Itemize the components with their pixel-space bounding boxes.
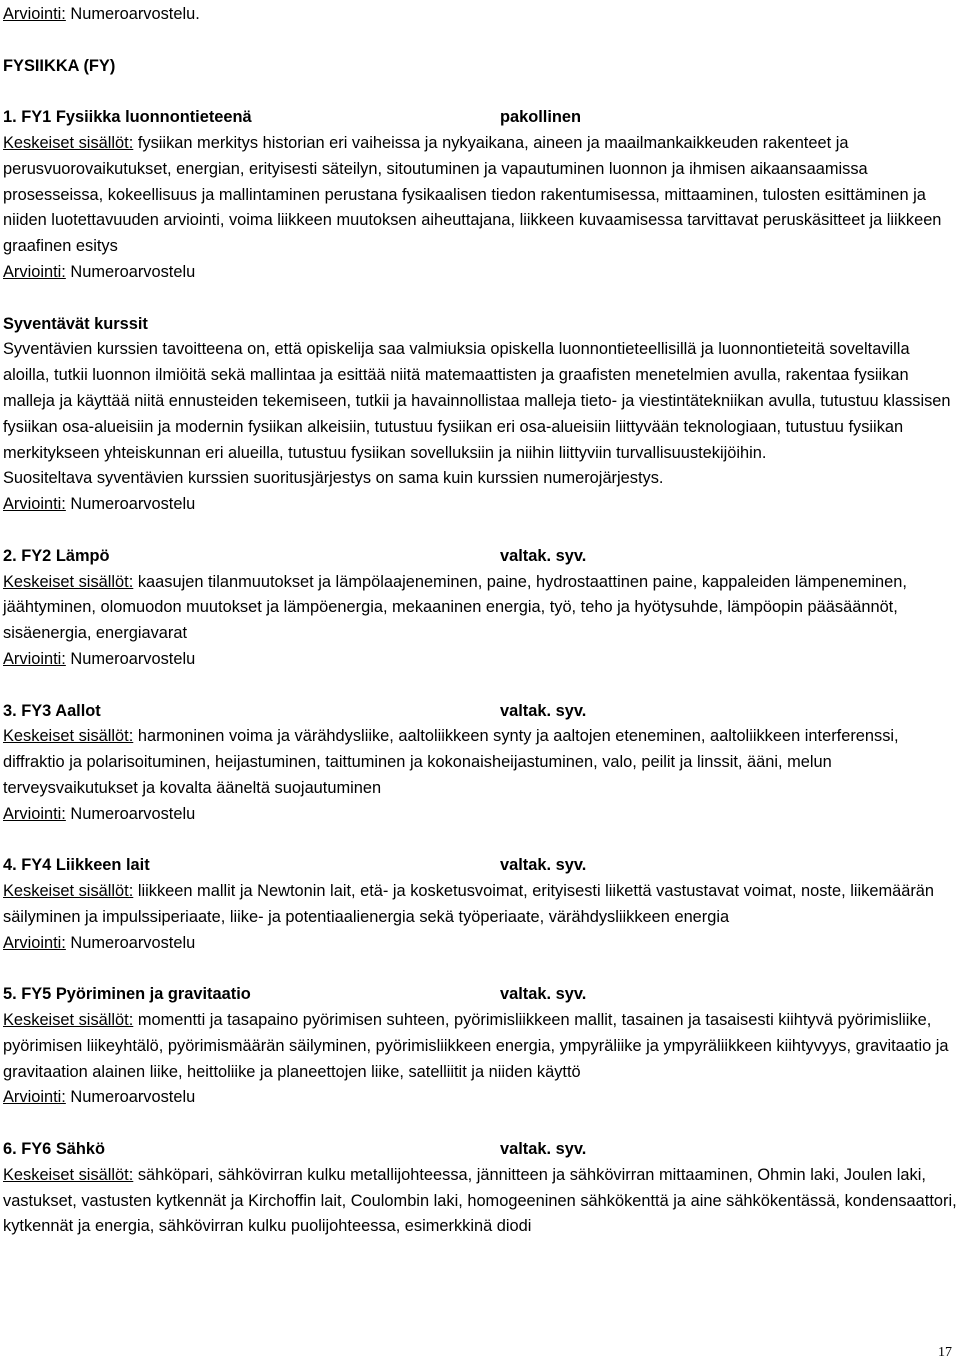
course-fy4: [3, 853, 957, 956]
course-content: [3, 1163, 957, 1240]
course-title: 2. FY2 Lämpö: [3, 546, 110, 565]
advanced-section: [3, 312, 957, 518]
content-label: Keskeiset sisällöt:: [3, 133, 134, 152]
course-heading: [3, 982, 957, 1008]
course-fy5: [3, 982, 957, 1111]
rating-value: Numeroarvostelu: [70, 262, 196, 281]
course-title: 6. FY6 Sähkö: [3, 1140, 106, 1159]
course-heading: [3, 853, 957, 879]
content-text: momentti ja tasapaino pyörimisen suhteen, pyörimisliikkeen mallit, tasainen ja tasaisesti kiihtyvä pyörimisliike, pyörimisen liikeyhtälö, pyörimismäärän säilyminen, pyörimisliikkeen energia, ympyräliike ja ympyräliikkeen kiihtyvyys, gravitaatio ja gravitaation alainen liike, heittoliike ja planeettojen liike, satelliitit ja niiden käyttö: [3, 1011, 949, 1081]
content-label: Keskeiset sisällöt:: [3, 1165, 134, 1184]
content-text: harmoninen voima ja värähdysliike, aaltoliikkeen synty ja aaltojen eteneminen, aaltoliikkeen interferenssi, diffraktio ja polarisoituminen, heijastuminen, taittuminen ja kokonaisheijastuminen, valo, peilit ja linssit, ääni, melun terveysvaikutukset ja kovalta ääneltä suojautuminen: [3, 727, 899, 797]
rating-label: Arviointi:: [3, 804, 66, 823]
course-heading: [3, 544, 957, 570]
course-status: valtak. syv.: [500, 985, 587, 1004]
content-text: fysiikan merkitys historian eri vaiheissa ja nykyaikana, aineen ja maailmankaikkeuden rakenteet ja perusvuorovaikutukset, energian, erityisesti säteilyn, sitoutuminen ja vapautuminen luonnon ja ihmisen aikaansaamissa prosesseissa, kokeellisuus ja mallintaminen perustana fysikaalisen tiedon rakentumisessa, mittaaminen, tulosten esittäminen ja niiden luotettavuuden arviointi, voima liikkeen muutoksen aiheuttajana, liikkeen kuvaamisessa tarvittavat peruskäsitteet ja liikkeen graafinen esitys: [3, 133, 942, 256]
top-rating: [3, 2, 957, 28]
rating-label: Arviointi:: [3, 262, 66, 281]
course-status: pakollinen: [500, 108, 582, 127]
subject-title: FYSIIKKA (FY): [3, 56, 116, 75]
course-status: valtak. syv.: [500, 856, 587, 875]
advanced-order-note: Suositeltava syventävien kurssien suoritusjärjestys on sama kuin kurssien numerojärjestys.: [3, 469, 664, 488]
course-heading: [3, 1137, 957, 1163]
course-title: 3. FY3 Aallot: [3, 701, 101, 720]
course-status: valtak. syv.: [500, 1140, 587, 1159]
course-title: 1. FY1 Fysiikka luonnontieteenä: [3, 108, 252, 127]
course-content: [3, 570, 957, 647]
rating-label: Arviointi:: [3, 933, 66, 952]
rating-label: Arviointi:: [3, 1088, 66, 1107]
advanced-paragraph: Syventävien kurssien tavoitteena on, että opiskelija saa valmiuksia opiskella luonnontieteellisillä ja luonnontieteitä soveltavilla aloilla, tutkii luonnon ilmiöitä sekä mallintaa ja esittää niitä matemaattisten ja graafisten menetelmien avulla, rakentaa fysiikan malleja ja käyttää niitä ennusteiden tekemiseen, tutkii ja havainnollistaa malleja tieto- ja viestintätekniikan avulla, tutustuu klassisen fysiikan osa-alueisiin ja modernin fysiikan alkeisiin, tutustuu fysiikan eri osa-alueisiin liittyvään teknologiaan, tutustuu fysiikan merkitykseen yhteiskunnan eri alueilla, tutustuu fysiikan sovelluksiin ja niihin liittyviin turvallisuustekijöihin.: [3, 340, 951, 462]
course-content: [3, 1008, 957, 1085]
course-fy1: [3, 105, 957, 286]
page-number: 17: [938, 1345, 952, 1360]
rating-value: Numeroarvostelu: [70, 804, 196, 823]
rating-value: Numeroarvostelu: [70, 933, 196, 952]
course-rating: [3, 931, 957, 957]
course-title: 4. FY4 Liikkeen lait: [3, 856, 150, 875]
rating-value: Numeroarvostelu.: [70, 5, 200, 23]
content-label: Keskeiset sisällöt:: [3, 572, 134, 591]
course-fy3: [3, 699, 957, 828]
rating-value: Numeroarvostelu: [70, 495, 196, 514]
rating-value: Numeroarvostelu: [70, 1088, 196, 1107]
course-status: valtak. syv.: [500, 701, 587, 720]
course-content: [3, 879, 957, 931]
course-rating: [3, 647, 957, 673]
course-rating: [3, 802, 957, 828]
content-label: Keskeiset sisällöt:: [3, 882, 134, 901]
course-rating: [3, 1085, 957, 1111]
course-fy6: [3, 1137, 957, 1240]
rating-label: Arviointi:: [3, 5, 66, 23]
course-heading: [3, 699, 957, 725]
course-content: [3, 724, 957, 801]
course-heading: [3, 105, 957, 131]
course-status: valtak. syv.: [500, 546, 587, 565]
content-text: liikkeen mallit ja Newtonin lait, etä- ja kosketusvoimat, erityisesti liikettä vastustavat voimat, noste, liikemäärän säilyminen ja impulssiperiaate, liike- ja potentiaalienergia sekä työperiaate, värähdysliikkeen energia: [3, 882, 935, 926]
content-label: Keskeiset sisällöt:: [3, 727, 134, 746]
document-page: [3, 2, 957, 1240]
rating-label: Arviointi:: [3, 495, 66, 514]
course-rating: [3, 260, 957, 286]
advanced-rating: [3, 492, 957, 518]
advanced-heading: Syventävät kurssit: [3, 314, 148, 333]
rating-value: Numeroarvostelu: [70, 649, 196, 668]
course-title: 5. FY5 Pyöriminen ja gravitaatio: [3, 985, 251, 1004]
content-text: kaasujen tilanmuutokset ja lämpölaajeneminen, paine, hydrostaattinen paine, kappaleiden lämpeneminen, jäähtyminen, olomuodon muutokset ja lämpöenergia, mekaaninen energia, työ, teho ja hyötysuhde, lämpöopin pääsäännöt, sisäenergia, energiavarat: [3, 572, 907, 643]
course-fy2: [3, 544, 957, 673]
content-text: sähköpari, sähkövirran kulku metallijohteessa, jännitteen ja sähkövirran mittaaminen, Ohmin laki, Joulen laki, vastukset, vastusten kytkennät ja Kirchoffin lait, Coulombin laki, homogeeninen sähkökenttä ja aine sähkökentässä, kondensaattori, kytkennät ja energia, sähkövirran kulku puolijohteessa, esimerkkinä diodi: [3, 1165, 957, 1236]
course-content: [3, 131, 957, 260]
content-label: Keskeiset sisällöt:: [3, 1011, 134, 1030]
rating-label: Arviointi:: [3, 649, 66, 668]
